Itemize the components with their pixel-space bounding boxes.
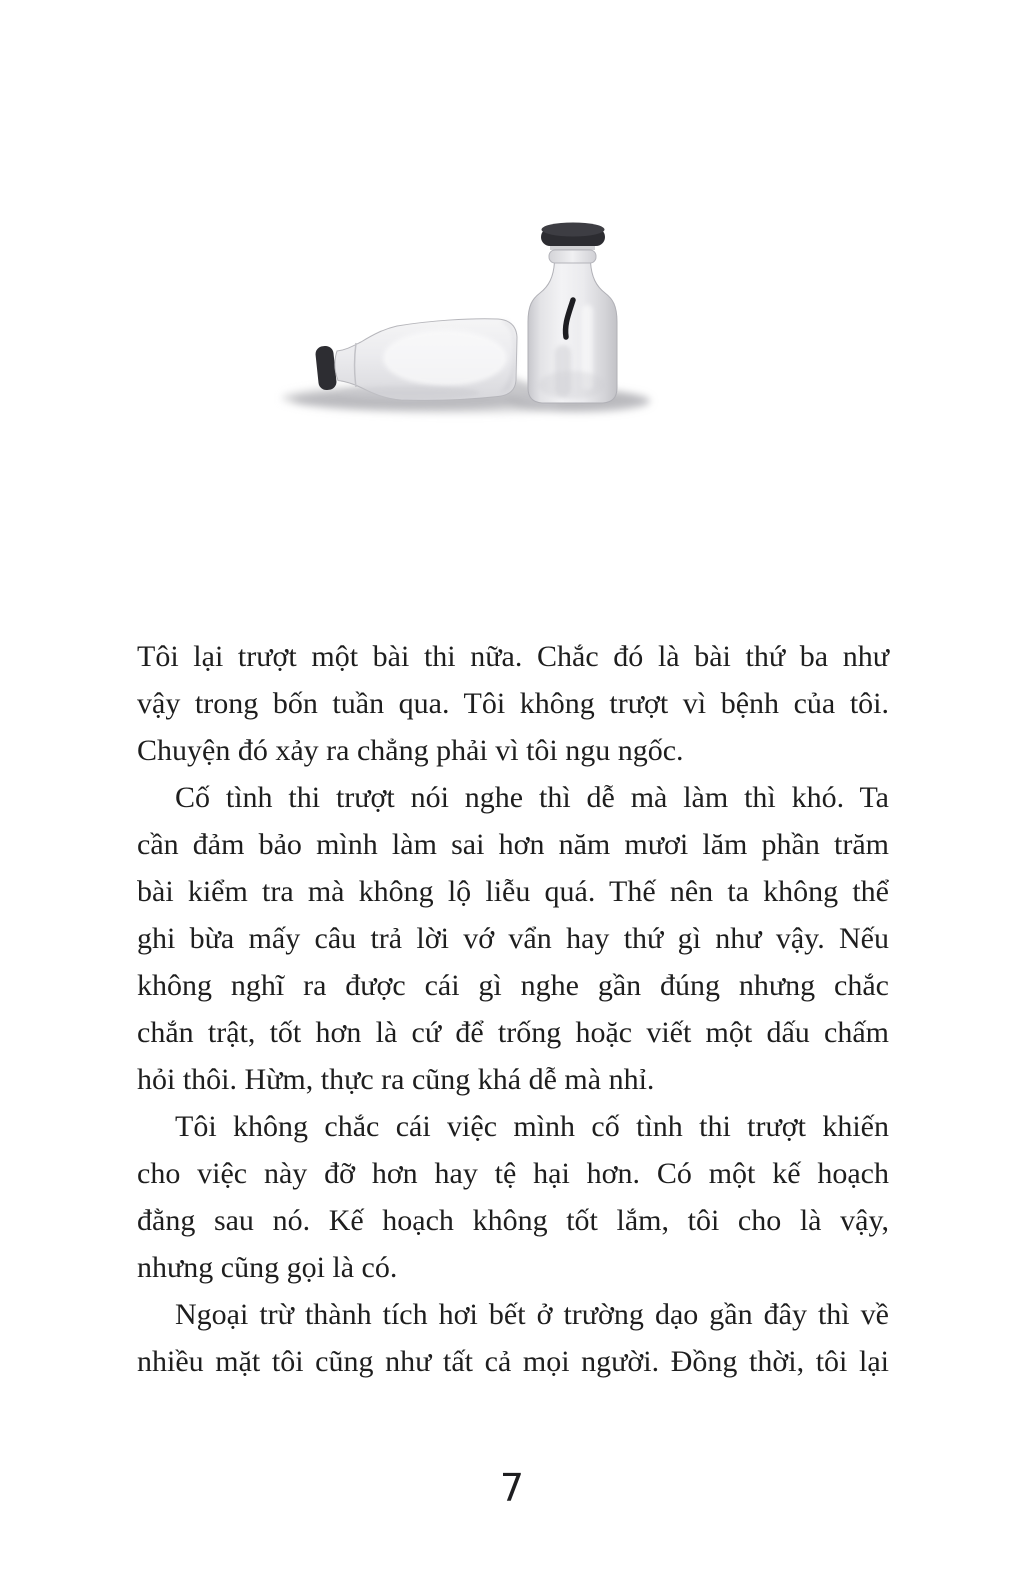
page-number: 7 [499, 1466, 525, 1510]
text-line: Tôi không chắc cái việc mình cố tình thi trượt khiến [175, 1110, 889, 1143]
paragraph-1 [137, 633, 889, 774]
text-line: hỏi thôi. Hừm, thực ra cũng khá dễ mà nhỉ. [137, 1063, 655, 1096]
text-line: chắn trật, tốt hơn là cứ để trống hoặc viết một dấu chấm [137, 1016, 889, 1049]
body-text [137, 633, 889, 1385]
paragraph-2 [137, 774, 889, 1103]
paragraph-4 [137, 1291, 889, 1385]
text-line: không nghĩ ra được cái gì nghe gần đúng nhưng chắc [137, 969, 889, 1002]
two-milk-bottles-illustration [260, 200, 680, 430]
text-line: Ngoại trừ thành tích hơi bết ở trường dạo gần đây thì về [175, 1298, 889, 1331]
text-line: Chuyện đó xảy ra chẳng phải vì tôi ngu ngốc. [137, 734, 684, 767]
text-line: Cố tình thi trượt nói nghe thì dễ mà làm thì khó. Ta [175, 781, 889, 814]
bottle-cap [315, 345, 338, 391]
text-line: vậy trong bốn tuần qua. Tôi không trượt vì bệnh của tôi. [137, 687, 889, 720]
text-line: ghi bừa mấy câu trả lời vớ vẩn hay thứ gì như vậy. Nếu [137, 922, 889, 955]
paragraph-3 [137, 1103, 889, 1291]
bottle-lip [549, 250, 596, 263]
text-line: cần đảm bảo mình làm sai hơn năm mươi lăm phần trăm [137, 828, 889, 861]
text-line: nhưng cũng gọi là có. [137, 1251, 398, 1284]
text-line: nhiều mặt tôi cũng như tất cả mọi người. Đồng thời, tôi lại [137, 1345, 889, 1378]
text-line: Tôi lại trượt một bài thi nữa. Chắc đó là bài thứ ba như [137, 640, 889, 673]
text-line: bài kiểm tra mà không lộ liễu quá. Thế nên ta không thể [137, 875, 889, 908]
standing-milk-bottle [528, 223, 617, 404]
milk-bottles-svg [260, 200, 680, 430]
bottle-cap [541, 223, 605, 247]
text-line: cho việc này đỡ hơn hay tệ hại hơn. Có một kế hoạch [137, 1157, 889, 1190]
text-line: đằng sau nó. Kế hoạch không tốt lắm, tôi cho là vậy, [137, 1204, 889, 1237]
